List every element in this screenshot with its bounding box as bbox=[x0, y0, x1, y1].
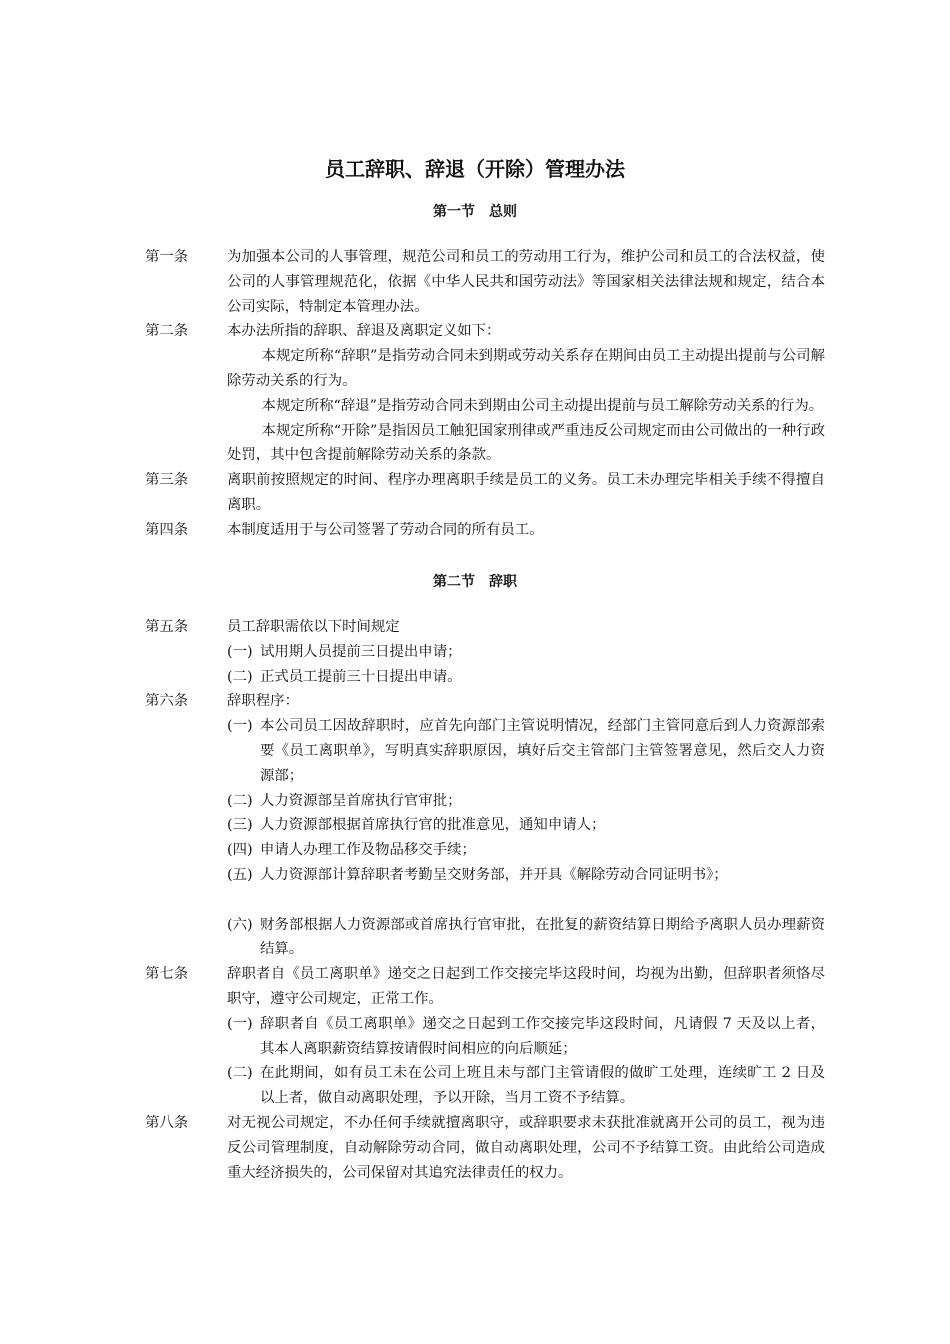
list-item bbox=[227, 838, 825, 863]
item-number: (二) bbox=[227, 792, 253, 809]
item-number: (二) bbox=[227, 668, 253, 685]
definition-resignation: 本规定所称“辞职”是指劳动合同未到期或劳动关系存在期间由员工主动提出提前与公司解除劳动关系的行为。 bbox=[227, 348, 825, 389]
item-text: 人力资源部根据首席执行官的批准意见，通知申请人； bbox=[260, 817, 606, 834]
document-title: 员工辞职、辞退（开除）管理办法 bbox=[325, 157, 625, 181]
article-number: 第八条 bbox=[145, 1114, 189, 1131]
item-number: (二) bbox=[227, 1065, 253, 1082]
article-text: 离职前按照规定的时间、程序办理离职手续是员工的义务。员工未办理完毕相关手续不得擅自离职。 bbox=[227, 472, 825, 513]
article-number: 第五条 bbox=[145, 619, 189, 635]
article-number: 第二条 bbox=[145, 323, 189, 340]
list-item bbox=[227, 789, 825, 814]
item-text: 人力资源部计算辞职者考勤呈交财务部，并开具《解除劳动合同证明书》； bbox=[260, 866, 728, 883]
list-item bbox=[227, 1012, 825, 1062]
item-number: (五) bbox=[227, 866, 253, 883]
article-text: 为加强本公司的人事管理，规范公司和员工的劳动用工行为，维护公司和员工的合法权益，使公司的人事管理规范化，依据《中华人民共和国劳动法》等国家相关法律法规和规定，结合本公司实际，特制定本管理办法。 bbox=[227, 249, 825, 315]
item-text: 财务部根据人力资源部或首席执行官审批，在批复的薪资结算日期给予离职人员办理薪资结算。 bbox=[260, 916, 825, 958]
article-7 bbox=[145, 962, 825, 1111]
section-heading-general: 第一节 总则 bbox=[433, 204, 517, 220]
list-item bbox=[227, 1061, 825, 1111]
list-item bbox=[227, 863, 825, 888]
item-text: 人力资源部呈首席执行官审批； bbox=[260, 792, 462, 809]
article-text: 本制度适用于与公司签署了劳动合同的所有员工。 bbox=[227, 521, 544, 538]
article-number: 第四条 bbox=[145, 521, 189, 538]
section-resignation-body bbox=[145, 615, 825, 1185]
article-text: 对无视公司规定，不办任何手续就擅离职守，或辞职要求未获批准就离开公司的员工，视为违反公司管理制度，自动解除劳动合同，做自动离职处理，公司不予结算工资。由此给公司造成重大经济损失的，公司保留对其追究法律责任的权力。 bbox=[227, 1114, 825, 1181]
article-number: 第七条 bbox=[145, 966, 189, 983]
item-number: (一) bbox=[227, 718, 253, 735]
article-number: 第六条 bbox=[145, 693, 189, 710]
item-text: 在此期间，如有员工未在公司上班且未与部门主管请假的做旷工处理，连续旷工 2 日及以上者，做自动离职处理，予以开除，当月工资不予结算。 bbox=[260, 1065, 825, 1107]
list-item bbox=[227, 714, 825, 788]
article-text: 本办法所指的辞职、辞退及离职定义如下： bbox=[227, 323, 501, 340]
item-text: 试用期人员提前三日提出申请； bbox=[260, 643, 462, 660]
item-number: (三) bbox=[227, 817, 253, 834]
article-1 bbox=[145, 245, 825, 319]
item-number: (一) bbox=[227, 1015, 253, 1032]
list-item bbox=[227, 640, 825, 665]
article-number: 第一条 bbox=[145, 249, 189, 265]
article-8 bbox=[145, 1111, 825, 1185]
article-text: 员工辞职需依以下时间规定 bbox=[227, 619, 400, 635]
definition-expulsion: 本规定所称“开除”是指因员工触犯国家刑律或严重违反公司规定而由公司做出的一种行政处罚，其中包含提前解除劳动关系的条款。 bbox=[227, 422, 825, 464]
article-3 bbox=[145, 468, 825, 518]
article-2 bbox=[145, 319, 825, 468]
article-text: 辞职者自《员工离职单》递交之日起到工作交接完毕这段时间，均视为出勤，但辞职者须恪尽职守，遵守公司规定，正常工作。 bbox=[227, 966, 825, 1007]
definition-dismissal: 本规定所称“辞退”是指劳动合同未到期由公司主动提出提前与员工解除劳动关系的行为。 bbox=[261, 397, 824, 414]
item-text: 申请人办理工作及物品移交手续； bbox=[260, 842, 476, 859]
article-number: 第三条 bbox=[145, 472, 189, 489]
article-4 bbox=[145, 518, 825, 543]
item-number: (一) bbox=[227, 643, 253, 660]
item-text: 本公司员工因故辞职时，应首先向部门主管说明情况，经部门主管同意后到人力资源部索要《员工离职单》，写明真实辞职原因，填好后交主管部门主管签署意见，然后交人力资源部； bbox=[260, 718, 825, 784]
section-general-body bbox=[145, 245, 825, 543]
list-item bbox=[227, 665, 825, 690]
list-item bbox=[227, 813, 825, 838]
blank-line bbox=[227, 888, 825, 913]
item-number: (四) bbox=[227, 842, 253, 859]
list-item bbox=[227, 913, 825, 963]
item-text: 辞职者自《员工离职单》递交之日起到工作交接完毕这段时间，凡请假 7 天及以上者，其本人离职薪资结算按请假时间相应的向后顺延； bbox=[260, 1015, 825, 1057]
article-text: 辞职程序： bbox=[227, 693, 299, 710]
section-heading-resignation: 第二节 辞职 bbox=[433, 574, 517, 590]
item-number: (六) bbox=[227, 916, 253, 933]
article-5 bbox=[145, 615, 825, 689]
article-6 bbox=[145, 689, 825, 962]
item-text: 正式员工提前三十日提出申请。 bbox=[260, 668, 462, 685]
